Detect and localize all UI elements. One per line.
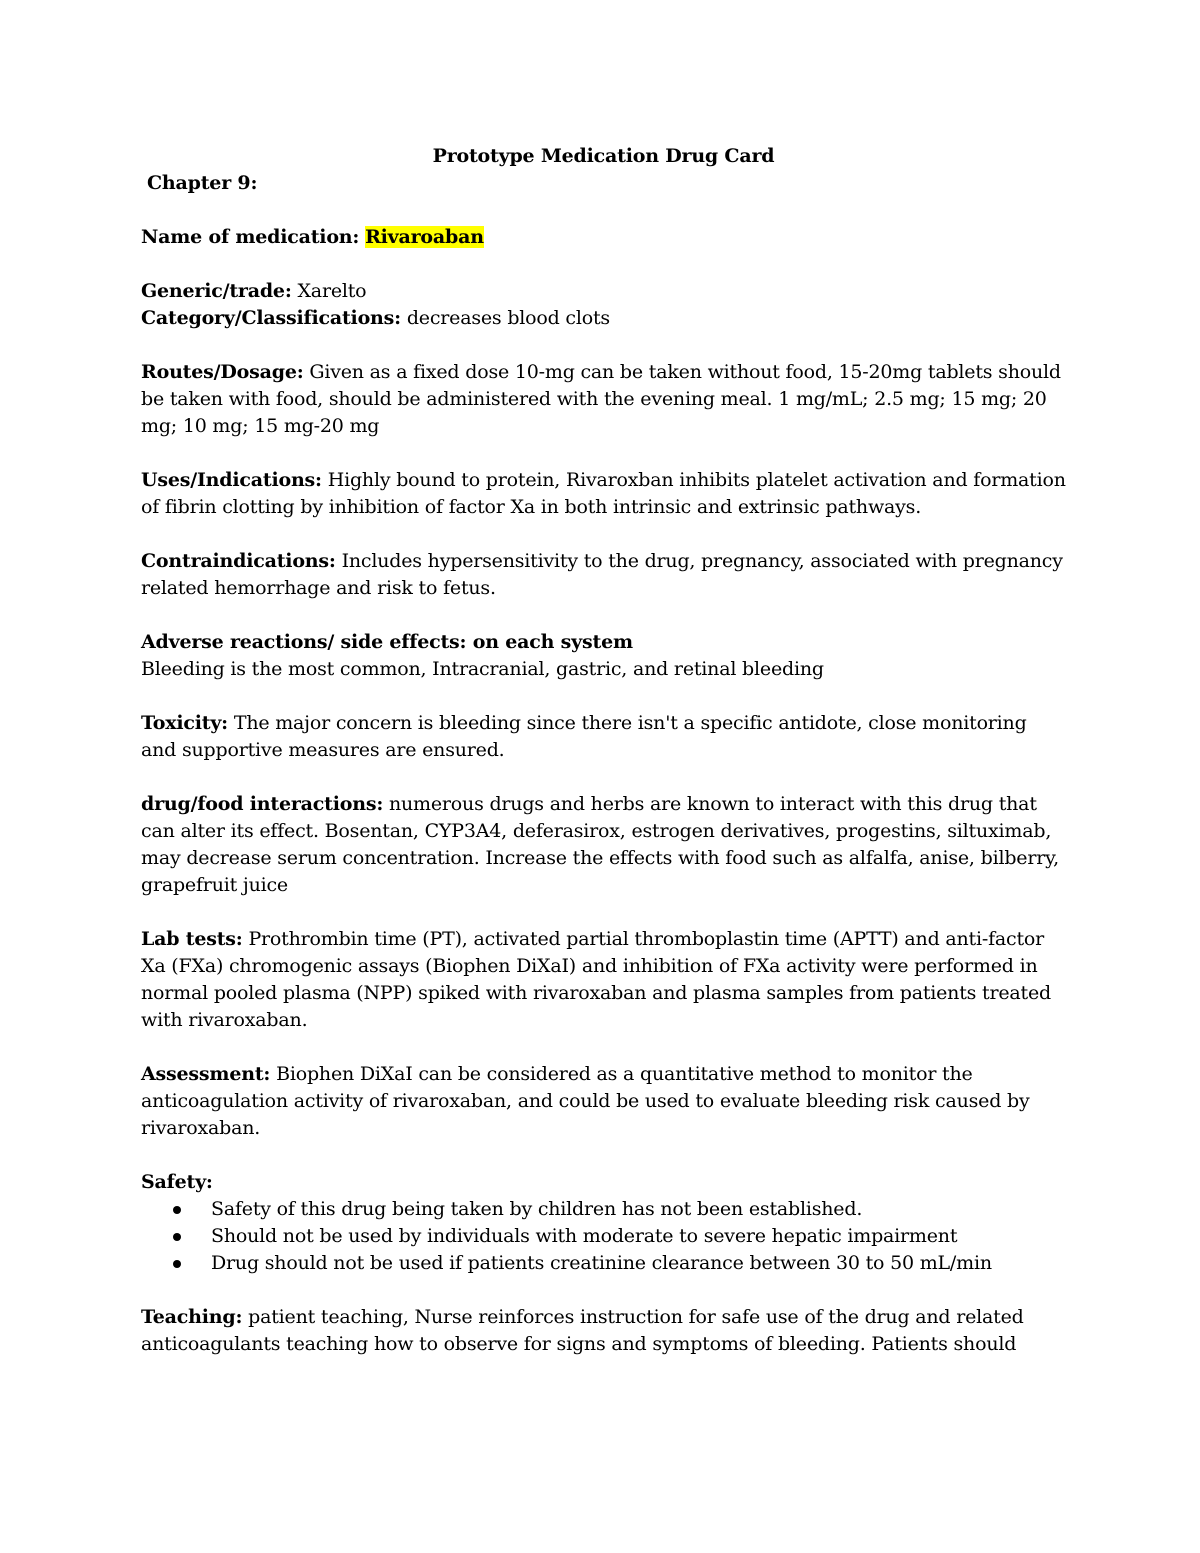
lab-tests-paragraph <box>141 926 1066 1034</box>
toxicity-paragraph <box>141 710 1066 764</box>
uses-indications-label: Uses/Indications: <box>141 469 322 491</box>
contraindications-label: Contraindications: <box>141 550 336 572</box>
teaching-value: patient teaching, Nurse reinforces instruction for safe use of the drug and related anticoagulants teaching how to observe for signs and symptoms of bleeding. Patients should <box>141 1306 1024 1355</box>
medication-name-value: Rivaroaban <box>365 226 484 248</box>
safety-heading: Safety: <box>141 1171 213 1193</box>
uses-indications-paragraph <box>141 467 1066 521</box>
list-item <box>173 1250 1066 1277</box>
routes-dosage-value: Given as a fixed dose 10-mg can be taken without food, 15-20mg tablets should be taken with food, should be administered with the evening meal. 1 mg/mL; 2.5 mg; 15 mg; 20 mg; 10 mg; 15 mg-20 mg <box>141 361 1061 437</box>
lab-tests-value: Prothrombin time (PT), activated partial thromboplastin time (APTT) and anti-factor Xa (FXa) chromogenic assays (Biophen DiXaI) and inhibition of FXa activity were performed in normal pooled plasma (NPP) spiked with rivaroxaban and plasma samples from patients treated with rivaroxaban. <box>141 928 1051 1031</box>
assessment-paragraph <box>141 1061 1066 1142</box>
generic-trade-label: Generic/trade: <box>141 280 292 302</box>
spacer <box>141 197 1066 224</box>
spacer <box>141 1277 1066 1304</box>
spacer <box>141 521 1066 548</box>
spacer <box>141 1034 1066 1061</box>
teaching-paragraph <box>141 1304 1066 1358</box>
spacer <box>141 332 1066 359</box>
spacer <box>141 1142 1066 1169</box>
contraindications-value: Includes hypersensitivity to the drug, pregnancy, associated with pregnancy related hemorrhage and risk to fetus. <box>141 550 1063 599</box>
safety-list <box>141 1196 1066 1277</box>
lab-tests-label: Lab tests: <box>141 928 243 950</box>
interactions-value: numerous drugs and herbs are known to interact with this drug that can alter its effect. Bosentan, CYP3A4, deferasirox, estrogen derivatives, progestins, siltuximab, may decrease serum concentration. Increase the effects with food such as alfalfa, anise, bilberry, grapefruit juice <box>141 793 1059 896</box>
bullet-icon <box>173 1260 181 1268</box>
bullet-icon <box>173 1233 181 1241</box>
chapter-heading: Chapter 9: <box>147 172 258 194</box>
spacer <box>141 764 1066 791</box>
uses-indications-value: Highly bound to protein, Rivaroxban inhibits platelet activation and formation of fibrin clotting by inhibition of factor Xa in both intrinsic and extrinsic pathways. <box>141 469 1066 518</box>
medication-name-line <box>141 224 1066 251</box>
adverse-reactions-heading: Adverse reactions/ side effects: on each system <box>141 631 633 653</box>
safety-item-text: Should not be used by individuals with moderate to severe hepatic impairment <box>211 1225 958 1247</box>
category-label: Category/Classifications: <box>141 307 401 329</box>
document-body <box>141 143 1066 1358</box>
routes-dosage-label: Routes/Dosage: <box>141 361 304 383</box>
document-title: Prototype Medication Drug Card <box>432 145 775 167</box>
generic-trade-value: Xarelto <box>297 280 367 302</box>
spacer <box>141 683 1066 710</box>
adverse-reactions-value: Bleeding is the most common, Intracranial, gastric, and retinal bleeding <box>141 658 824 680</box>
list-item <box>173 1223 1066 1250</box>
toxicity-label: Toxicity: <box>141 712 228 734</box>
interactions-label: drug/food interactions: <box>141 793 384 815</box>
contraindications-paragraph <box>141 548 1066 602</box>
interactions-paragraph <box>141 791 1066 899</box>
category-line <box>141 305 1066 332</box>
spacer <box>141 602 1066 629</box>
generic-trade-line <box>141 278 1066 305</box>
category-value: decreases blood clots <box>406 307 610 329</box>
safety-item-text: Safety of this drug being taken by children has not been established. <box>211 1198 863 1220</box>
spacer <box>141 899 1066 926</box>
spacer <box>141 440 1066 467</box>
routes-dosage-paragraph <box>141 359 1066 440</box>
safety-item-text: Drug should not be used if patients creatinine clearance between 30 to 50 mL/min <box>211 1252 992 1274</box>
spacer <box>141 251 1066 278</box>
assessment-label: Assessment: <box>141 1063 271 1085</box>
toxicity-value: The major concern is bleeding since there isn't a specific antidote, close monitoring and supportive measures are ensured. <box>141 712 1027 761</box>
list-item <box>173 1196 1066 1223</box>
assessment-value: Biophen DiXaI can be considered as a quantitative method to monitor the anticoagulation activity of rivaroxaban, and could be used to evaluate bleeding risk caused by rivaroxaban. <box>141 1063 1030 1139</box>
medication-name-label: Name of medication: <box>141 226 360 248</box>
teaching-label: Teaching: <box>141 1306 243 1328</box>
bullet-icon <box>173 1206 181 1214</box>
